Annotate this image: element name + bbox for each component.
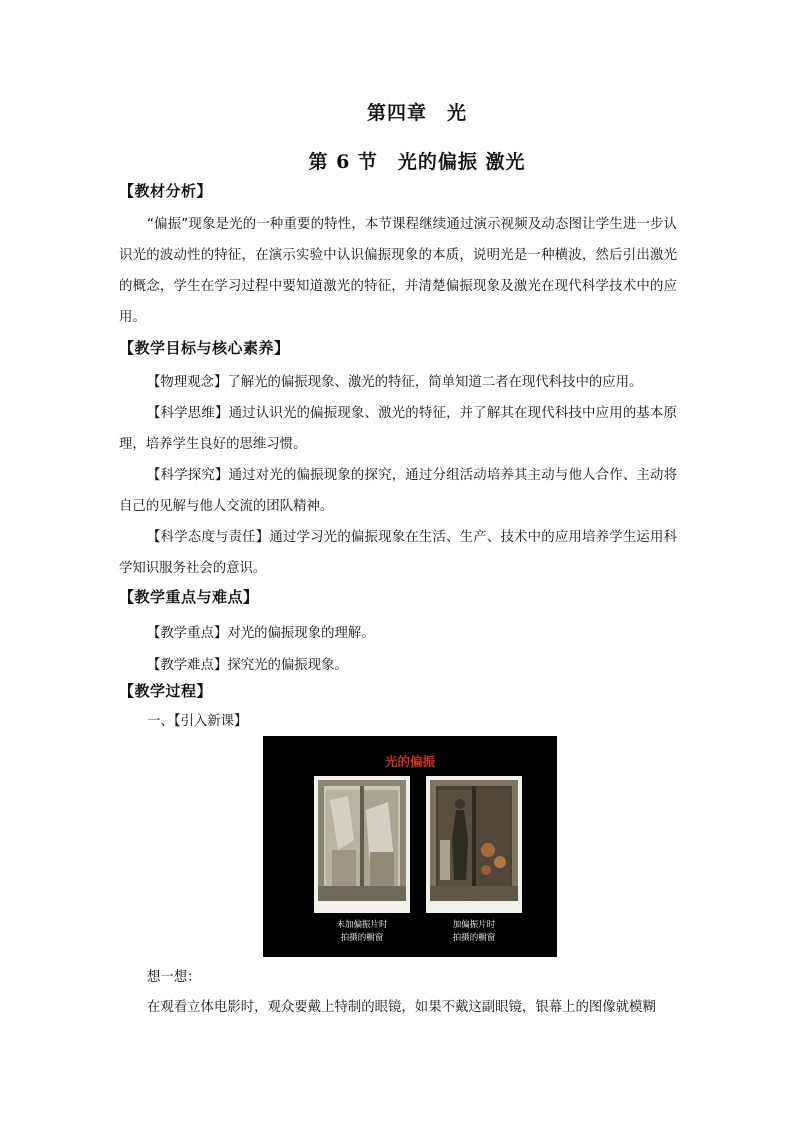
section-title: 第 6 节 光的偏振 激光 bbox=[308, 151, 526, 173]
goals-heading: 【教学目标与核心素养】 bbox=[119, 339, 290, 357]
stereo-movie-question: 在观看立体电影时，观众要戴上特制的眼镜，如果不戴这副眼镜，银幕上的图像就模糊 bbox=[147, 1000, 656, 1015]
photo-without-polarizer bbox=[314, 776, 410, 913]
figure-title: 光的偏振 bbox=[384, 754, 435, 769]
analysis-paragraph: “偏振”现象是光的一种重要的特性，本节课程继续通过演示视频及动态图让学生进一步认识光的波动性的特征，在演示实验中认识偏振现象的本质，说明光是一种横波，然后引出激光的概念，学生在学习过程中要知道激光的特征，并清楚偏振现象及激光在现代科学技术中的应用。 bbox=[119, 217, 677, 325]
goal-scientific-attitude: 【科学态度与责任】通过学习光的偏振现象在生活、生产、技术中的应用培养学生运用科学知识服务社会的意识。 bbox=[119, 530, 677, 576]
goal-scientific-thinking: 【科学思维】通过认识光的偏振现象、激光的特征，并了解其在现代科技中应用的基本原理，培养学生良好的思维习惯。 bbox=[119, 406, 677, 452]
left-caption-line-2: 拍摄的橱窗 bbox=[340, 933, 384, 943]
right-caption bbox=[419, 919, 529, 945]
left-caption bbox=[307, 919, 417, 945]
right-caption-line-2: 拍摄的橱窗 bbox=[452, 933, 496, 943]
goal-scientific-inquiry: 【科学探究】通过对光的偏振现象的探究，通过分组活动培养其主动与他人合作、主动将自己的见解与他人交流的团队精神。 bbox=[119, 468, 677, 514]
key-points-heading: 【教学重点与难点】 bbox=[119, 588, 259, 606]
chapter-title: 第四章 光 bbox=[366, 102, 467, 124]
left-caption-line-1: 未加偏振片时 bbox=[336, 920, 388, 930]
teaching-difficulty: 【教学难点】探究光的偏振现象。 bbox=[147, 658, 348, 673]
right-photo-label: (b) bbox=[470, 894, 478, 900]
polarization-figure bbox=[263, 736, 557, 957]
teaching-focus: 【教学重点】对光的偏振现象的理解。 bbox=[147, 626, 375, 641]
goal-physics-concept: 【物理观念】了解光的偏振现象、激光的特征，简单知道二者在现代科技中的应用。 bbox=[147, 375, 643, 390]
shop-window-reflection-image bbox=[318, 780, 406, 901]
analysis-heading: 【教材分析】 bbox=[119, 182, 213, 200]
photo-with-polarizer bbox=[426, 776, 522, 913]
process-heading: 【教学过程】 bbox=[119, 682, 213, 700]
right-caption-line-1: 加偏振片时 bbox=[452, 920, 496, 930]
shop-window-clear-image bbox=[430, 780, 518, 901]
think-prompt: 想一想： bbox=[147, 970, 201, 985]
intro-step: 一、【引入新课】 bbox=[147, 714, 248, 729]
left-photo-label: (a) bbox=[358, 894, 366, 900]
